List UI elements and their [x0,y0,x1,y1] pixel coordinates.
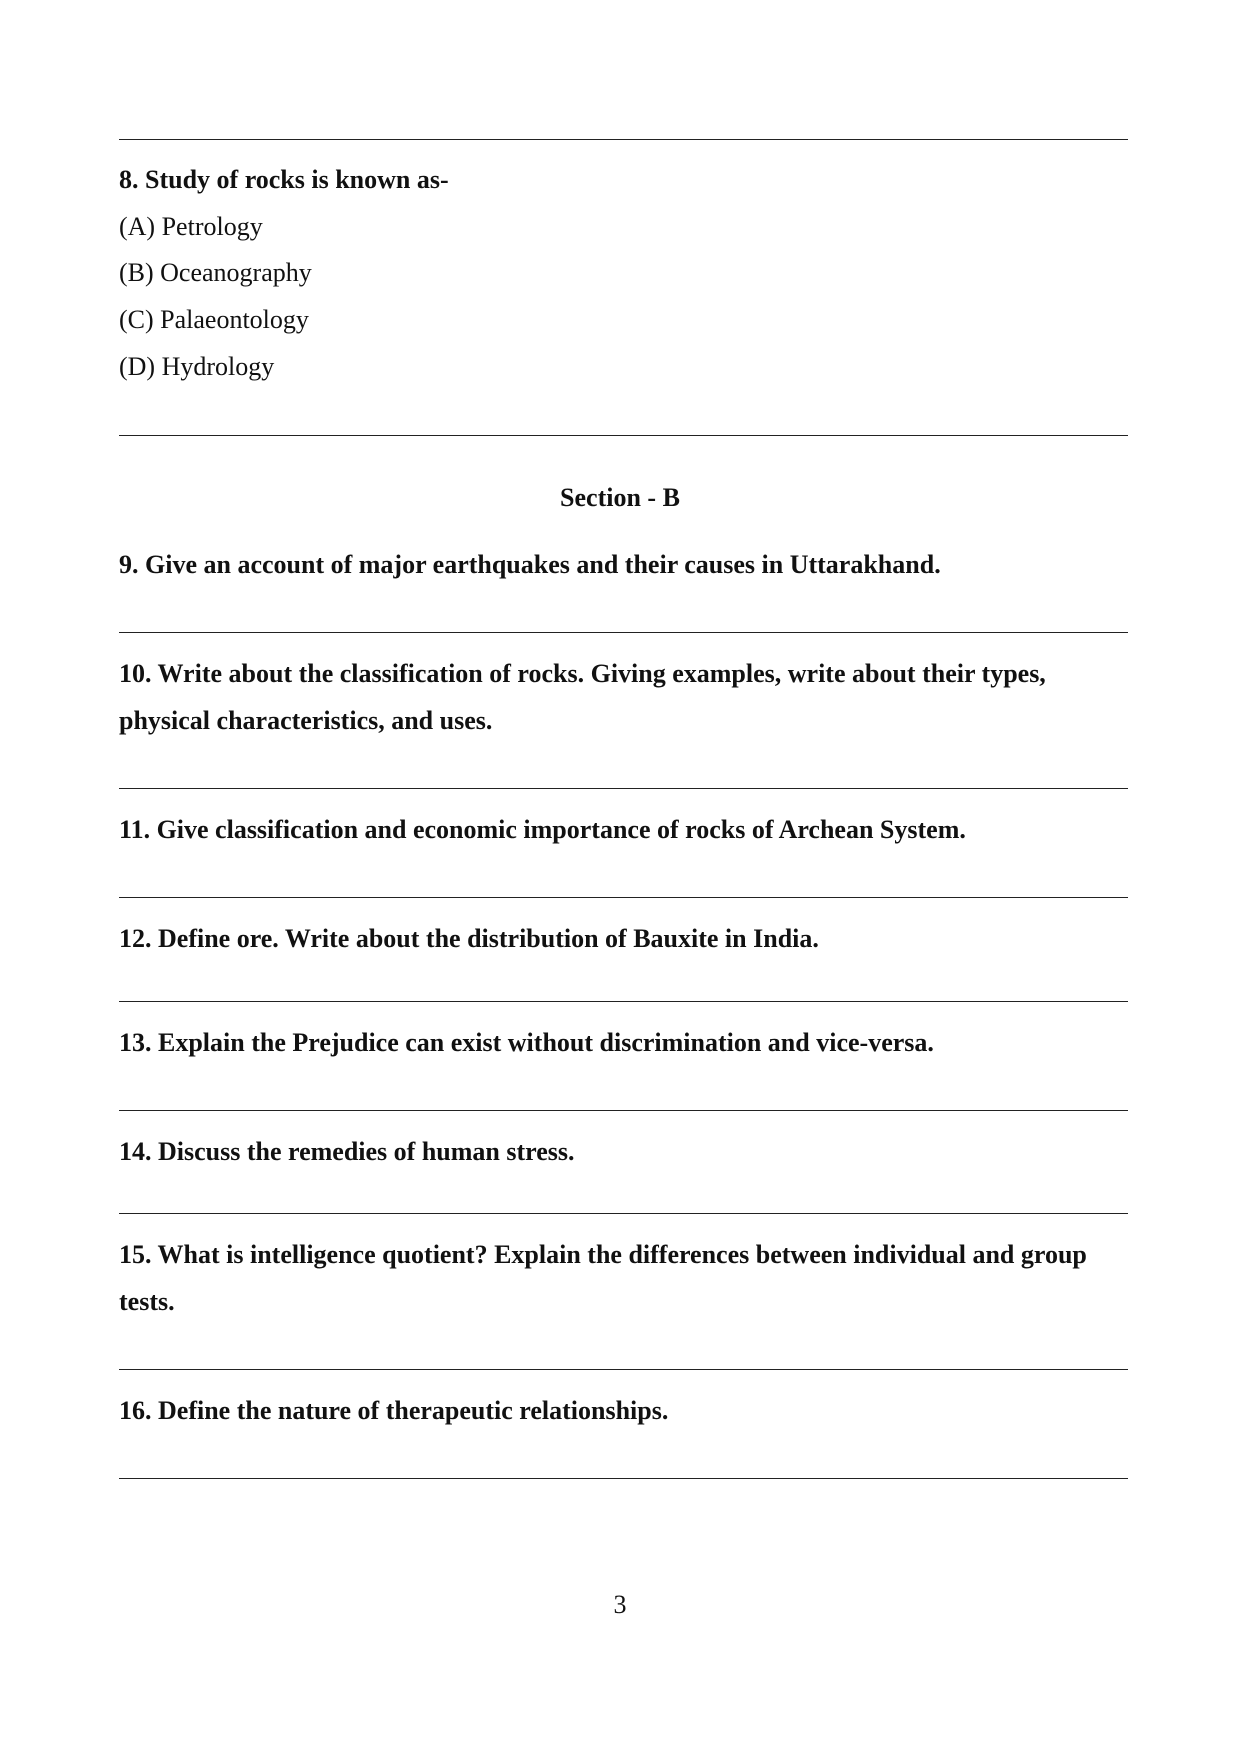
divider-q15 [119,1369,1128,1370]
section-title: Section - B [560,483,680,512]
question-11: 11. Give classification and economic importance of rocks of Archean System. [119,815,966,844]
question-13: 13. Explain the Prejudice can exist without discrimination and vice-versa. [119,1028,934,1057]
divider-q11 [119,897,1128,898]
question-16: 16. Define the nature of therapeutic relationships. [119,1396,669,1425]
divider-top [119,139,1128,140]
divider-q12 [119,1001,1128,1002]
divider-q9 [119,632,1128,633]
divider-q10 [119,788,1128,789]
divider-q13 [119,1110,1128,1111]
question-10: 10. Write about the classification of rocks. Giving examples, write about their types, physical characteristics, and uses. [119,659,1046,735]
divider-bottom [119,1478,1128,1479]
option-c: (C) Palaeontology [119,305,309,334]
question-14: 14. Discuss the remedies of human stress. [119,1137,575,1166]
divider-section-b [119,435,1128,436]
question-15: 15. What is intelligence quotient? Explain the differences between individual and group tests. [119,1240,1087,1316]
page-number: 3 [613,1590,627,1619]
option-b: (B) Oceanography [119,258,312,287]
question-8: 8. Study of rocks is known as- [119,165,449,194]
option-d: (D) Hydrology [119,352,275,381]
question-12: 12. Define ore. Write about the distribution of Bauxite in India. [119,924,819,953]
divider-q14 [119,1213,1128,1214]
question-9: 9. Give an account of major earthquakes and their causes in Uttarakhand. [119,550,941,579]
option-a: (A) Petrology [119,212,263,241]
